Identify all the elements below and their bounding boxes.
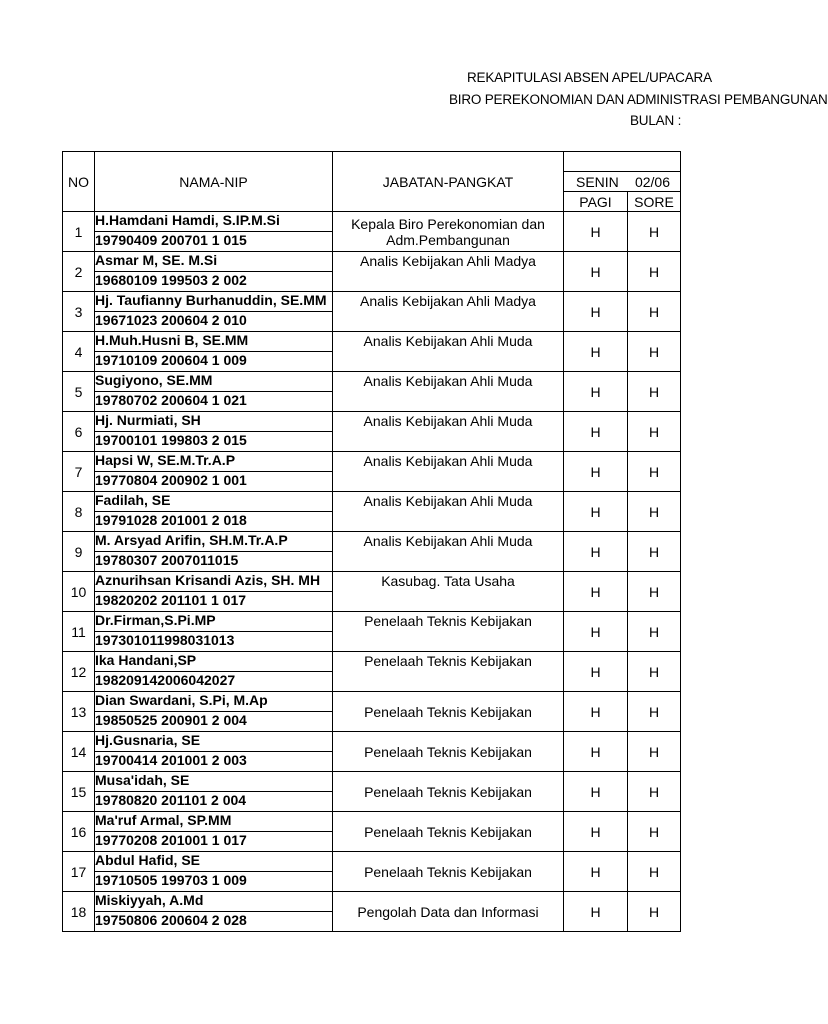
table-row — [63, 692, 681, 712]
column-header-day — [564, 172, 681, 192]
attendance-sore: H — [628, 732, 681, 772]
attendance-pagi: H — [564, 772, 628, 812]
attendance-sore: H — [628, 892, 681, 932]
header-row-1 — [63, 152, 681, 172]
employee-position: Analis Kebijakan Ahli Muda — [333, 332, 564, 372]
table-row — [63, 372, 681, 392]
row-number: 5 — [63, 372, 95, 412]
attendance-pagi: H — [564, 292, 628, 332]
employee-name: H.Hamdani Hamdi, S.IP.M.Si — [95, 212, 333, 232]
row-number: 8 — [63, 492, 95, 532]
employee-position: Penelaah Teknis Kebijakan — [333, 812, 564, 852]
attendance-sore: H — [628, 692, 681, 732]
employee-position: Analis Kebijakan Ahli Madya — [333, 292, 564, 332]
table-row — [63, 732, 681, 752]
employee-position: Penelaah Teknis Kebijakan — [333, 852, 564, 892]
row-number: 12 — [63, 652, 95, 692]
table-row — [63, 252, 681, 272]
employee-nip: 19671023 200604 2 010 — [95, 312, 333, 332]
table-row — [63, 852, 681, 872]
attendance-pagi: H — [564, 812, 628, 852]
report-title: REKAPITULASI ABSEN APEL/UPACARA — [467, 70, 712, 85]
employee-position: Analis Kebijakan Ahli Muda — [333, 492, 564, 532]
attendance-pagi: H — [564, 532, 628, 572]
attendance-sore: H — [628, 492, 681, 532]
employee-name: Aznurihsan Krisandi Azis, SH. MH — [95, 572, 333, 592]
row-number: 7 — [63, 452, 95, 492]
employee-name: Miskiyyah, A.Md — [95, 892, 333, 912]
employee-nip: 19780702 200604 1 021 — [95, 392, 333, 412]
employee-position: Penelaah Teknis Kebijakan — [333, 612, 564, 652]
row-number: 3 — [63, 292, 95, 332]
header-blank-cell — [564, 152, 681, 172]
column-header-no: NO — [63, 152, 95, 212]
employee-name: Hj. Nurmiati, SH — [95, 412, 333, 432]
employee-position: Kepala Biro Perekonomian dan Adm.Pembangunan — [333, 212, 564, 252]
table-row — [63, 292, 681, 312]
employee-name: Fadilah, SE — [95, 492, 333, 512]
attendance-pagi: H — [564, 212, 628, 252]
row-number: 16 — [63, 812, 95, 852]
employee-position: Analis Kebijakan Ahli Muda — [333, 452, 564, 492]
row-number: 15 — [63, 772, 95, 812]
attendance-pagi: H — [564, 252, 628, 292]
employee-nip: 19850525 200901 2 004 — [95, 712, 333, 732]
attendance-sore: H — [628, 852, 681, 892]
table-row — [63, 652, 681, 672]
row-number: 6 — [63, 412, 95, 452]
column-header-pagi: PAGI — [564, 192, 628, 212]
employee-position: Kasubag. Tata Usaha — [333, 572, 564, 612]
attendance-sore: H — [628, 772, 681, 812]
employee-nip: 19780307 2007011015 — [95, 552, 333, 572]
column-header-nama-nip: NAMA-NIP — [95, 152, 333, 212]
attendance-pagi: H — [564, 452, 628, 492]
employee-nip: 197301011998031013 — [95, 632, 333, 652]
row-number: 17 — [63, 852, 95, 892]
report-subtitle: BIRO PEREKONOMIAN DAN ADMINISTRASI PEMBANGUNAN — [449, 92, 828, 107]
attendance-pagi: H — [564, 412, 628, 452]
report-month: BULAN : — [630, 113, 682, 128]
attendance-sore: H — [628, 332, 681, 372]
table-row — [63, 452, 681, 472]
row-number: 9 — [63, 532, 95, 572]
attendance-sore: H — [628, 612, 681, 652]
employee-position: Penelaah Teknis Kebijakan — [333, 772, 564, 812]
employee-nip: 19710109 200604 1 009 — [95, 352, 333, 372]
attendance-table — [62, 151, 681, 932]
employee-name: Hj.Gusnaria, SE — [95, 732, 333, 752]
employee-position: Analis Kebijakan Ahli Muda — [333, 412, 564, 452]
employee-position: Pengolah Data dan Informasi — [333, 892, 564, 932]
row-number: 2 — [63, 252, 95, 292]
employee-name: Musa'idah, SE — [95, 772, 333, 792]
table-row — [63, 812, 681, 832]
row-number: 11 — [63, 612, 95, 652]
attendance-sore: H — [628, 532, 681, 572]
employee-nip: 19791028 201001 2 018 — [95, 512, 333, 532]
attendance-sore: H — [628, 652, 681, 692]
employee-nip: 19710505 199703 1 009 — [95, 872, 333, 892]
column-header-sore: SORE — [628, 192, 681, 212]
employee-name: Ika Handani,SP — [95, 652, 333, 672]
date-label: 02/06 — [634, 173, 670, 190]
employee-nip: 198209142006042027 — [95, 672, 333, 692]
attendance-pagi: H — [564, 732, 628, 772]
attendance-pagi: H — [564, 852, 628, 892]
employee-position: Analis Kebijakan Ahli Madya — [333, 252, 564, 292]
employee-position: Penelaah Teknis Kebijakan — [333, 692, 564, 732]
table-row — [63, 772, 681, 792]
employee-name: M. Arsyad Arifin, SH.M.Tr.A.P — [95, 532, 333, 552]
row-number: 13 — [63, 692, 95, 732]
table-row — [63, 412, 681, 432]
table-row — [63, 532, 681, 552]
attendance-pagi: H — [564, 692, 628, 732]
employee-nip: 19790409 200701 1 015 — [95, 232, 333, 252]
attendance-sore: H — [628, 292, 681, 332]
attendance-pagi: H — [564, 612, 628, 652]
attendance-sore: H — [628, 412, 681, 452]
attendance-table-body — [63, 152, 681, 932]
attendance-sore: H — [628, 252, 681, 292]
employee-name: Dr.Firman,S.Pi.MP — [95, 612, 333, 632]
attendance-pagi: H — [564, 332, 628, 372]
table-row — [63, 492, 681, 512]
employee-name: Hapsi W, SE.M.Tr.A.P — [95, 452, 333, 472]
employee-nip: 19700101 199803 2 015 — [95, 432, 333, 452]
row-number: 1 — [63, 212, 95, 252]
table-row — [63, 332, 681, 352]
employee-position: Penelaah Teknis Kebijakan — [333, 732, 564, 772]
row-number: 10 — [63, 572, 95, 612]
attendance-sore: H — [628, 212, 681, 252]
column-header-jabatan: JABATAN-PANGKAT — [333, 152, 564, 212]
attendance-pagi: H — [564, 652, 628, 692]
employee-nip: 19820202 201101 1 017 — [95, 592, 333, 612]
table-row — [63, 612, 681, 632]
table-row — [63, 572, 681, 592]
table-row — [63, 212, 681, 232]
employee-nip: 19770208 201001 1 017 — [95, 832, 333, 852]
employee-name: Asmar M, SE. M.Si — [95, 252, 333, 272]
employee-position: Penelaah Teknis Kebijakan — [333, 652, 564, 692]
employee-nip: 19750806 200604 2 028 — [95, 912, 333, 932]
employee-name: Ma'ruf Armal, SP.MM — [95, 812, 333, 832]
employee-position: Analis Kebijakan Ahli Muda — [333, 372, 564, 412]
table-row — [63, 892, 681, 912]
row-number: 4 — [63, 332, 95, 372]
employee-name: H.Muh.Husni B, SE.MM — [95, 332, 333, 352]
attendance-sore: H — [628, 452, 681, 492]
employee-name: Dian Swardani, S.Pi, M.Ap — [95, 692, 333, 712]
attendance-sore: H — [628, 372, 681, 412]
attendance-pagi: H — [564, 892, 628, 932]
attendance-pagi: H — [564, 492, 628, 532]
employee-name: Abdul Hafid, SE — [95, 852, 333, 872]
attendance-sore: H — [628, 812, 681, 852]
attendance-pagi: H — [564, 372, 628, 412]
employee-nip: 19780820 201101 2 004 — [95, 792, 333, 812]
row-number: 14 — [63, 732, 95, 772]
employee-name: Hj. Taufianny Burhanuddin, SE.MM — [95, 292, 333, 312]
attendance-sore: H — [628, 572, 681, 612]
row-number: 18 — [63, 892, 95, 932]
employee-nip: 19770804 200902 1 001 — [95, 472, 333, 492]
employee-name: Sugiyono, SE.MM — [95, 372, 333, 392]
employee-position: Analis Kebijakan Ahli Muda — [333, 532, 564, 572]
employee-nip: 19700414 201001 2 003 — [95, 752, 333, 772]
day-label: SENIN — [576, 173, 619, 190]
employee-nip: 19680109 199503 2 002 — [95, 272, 333, 292]
attendance-pagi: H — [564, 572, 628, 612]
